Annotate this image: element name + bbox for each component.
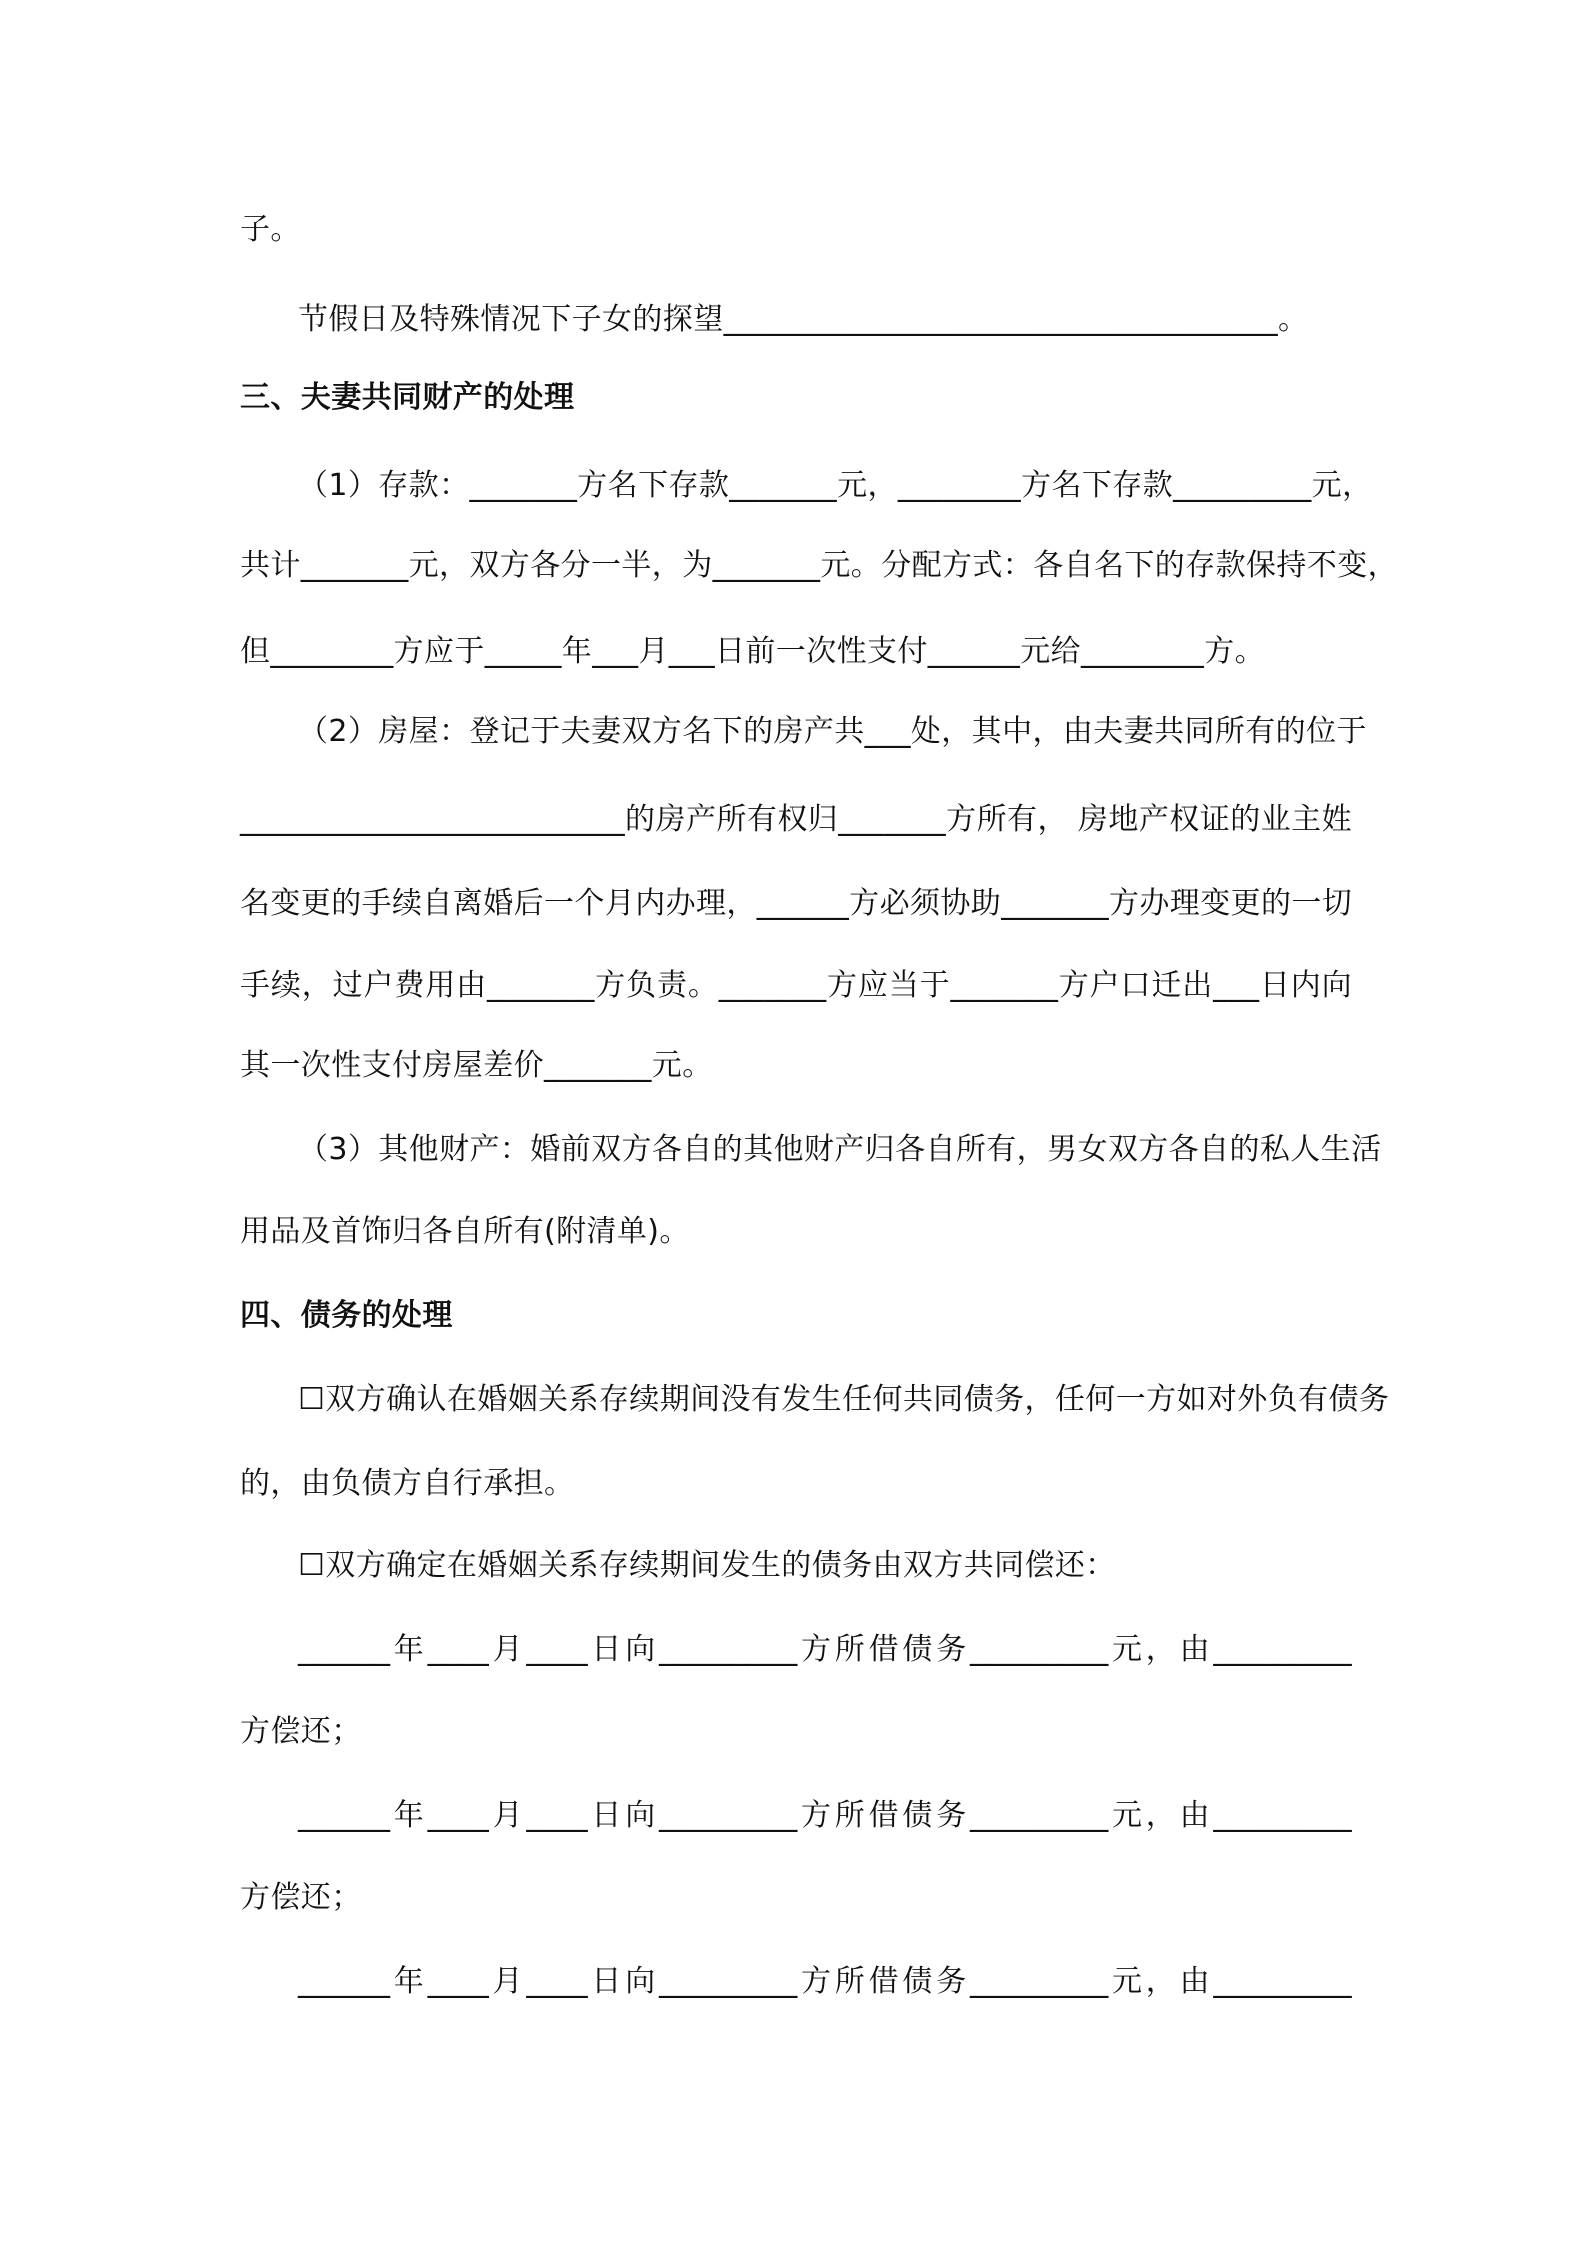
text-line: 子。: [240, 212, 301, 247]
text-line: 节假日及特殊情况下子女的探望____________________________________。: [298, 302, 1309, 337]
text-line: （2）房屋：登记于夫妻双方名下的房产共___处，其中，由夫妻共同所有的位于: [298, 714, 1367, 749]
text-line: ______年____月____日向_________方所借债务_________元，由_________: [298, 1798, 1352, 1833]
text-line: ☐双方确定在婚姻关系存续期间发生的债务由双方共同偿还：: [298, 1548, 1116, 1583]
text-line: ______年____月____日向_________方所借债务_________元，由_________: [298, 1964, 1352, 1999]
text-line: 共计_______元，双方各分一半，为_______元。分配方式：各自名下的存款保持不变，: [240, 548, 1398, 583]
section-heading: 三、夫妻共同财产的处理: [240, 380, 575, 415]
text-line: （3）其他财产：婚前双方各自的其他财产归各自所有，男女双方各自的私人生活: [298, 1132, 1382, 1167]
text-line: 其一次性支付房屋差价_______元。: [240, 1048, 713, 1083]
text-line: 方偿还；: [240, 1880, 362, 1915]
text-line: 方偿还；: [240, 1714, 362, 1749]
text-line: ______年____月____日向_________方所借债务_________元，由_________: [298, 1632, 1352, 1667]
text-line: 但________方应于_____年___月___日前一次性支付______元给________方。: [240, 634, 1265, 669]
text-line: ☐双方确认在婚姻关系存续期间没有发生任何共同债务，任何一方如对外负有债务: [298, 1382, 1390, 1417]
text-line: （1）存款：_______方名下存款_______元，________方名下存款_________元，: [298, 468, 1373, 503]
text-line: 用品及首饰归各自所有(附清单)。: [240, 1214, 690, 1249]
text-line: 手续，过户费用由_______方负责。_______方应当于_______方户口迁出___日内向: [240, 968, 1352, 1003]
text-line: _________________________的房产所有权归_______方所有， 房地产权证的业主姓: [240, 802, 1352, 837]
text-line: 的，由负债方自行承担。: [240, 1466, 575, 1501]
section-heading: 四、债务的处理: [240, 1298, 453, 1333]
text-line: 名变更的手续自离婚后一个月内办理，______方必须协助_______方办理变更的一切: [240, 886, 1353, 921]
